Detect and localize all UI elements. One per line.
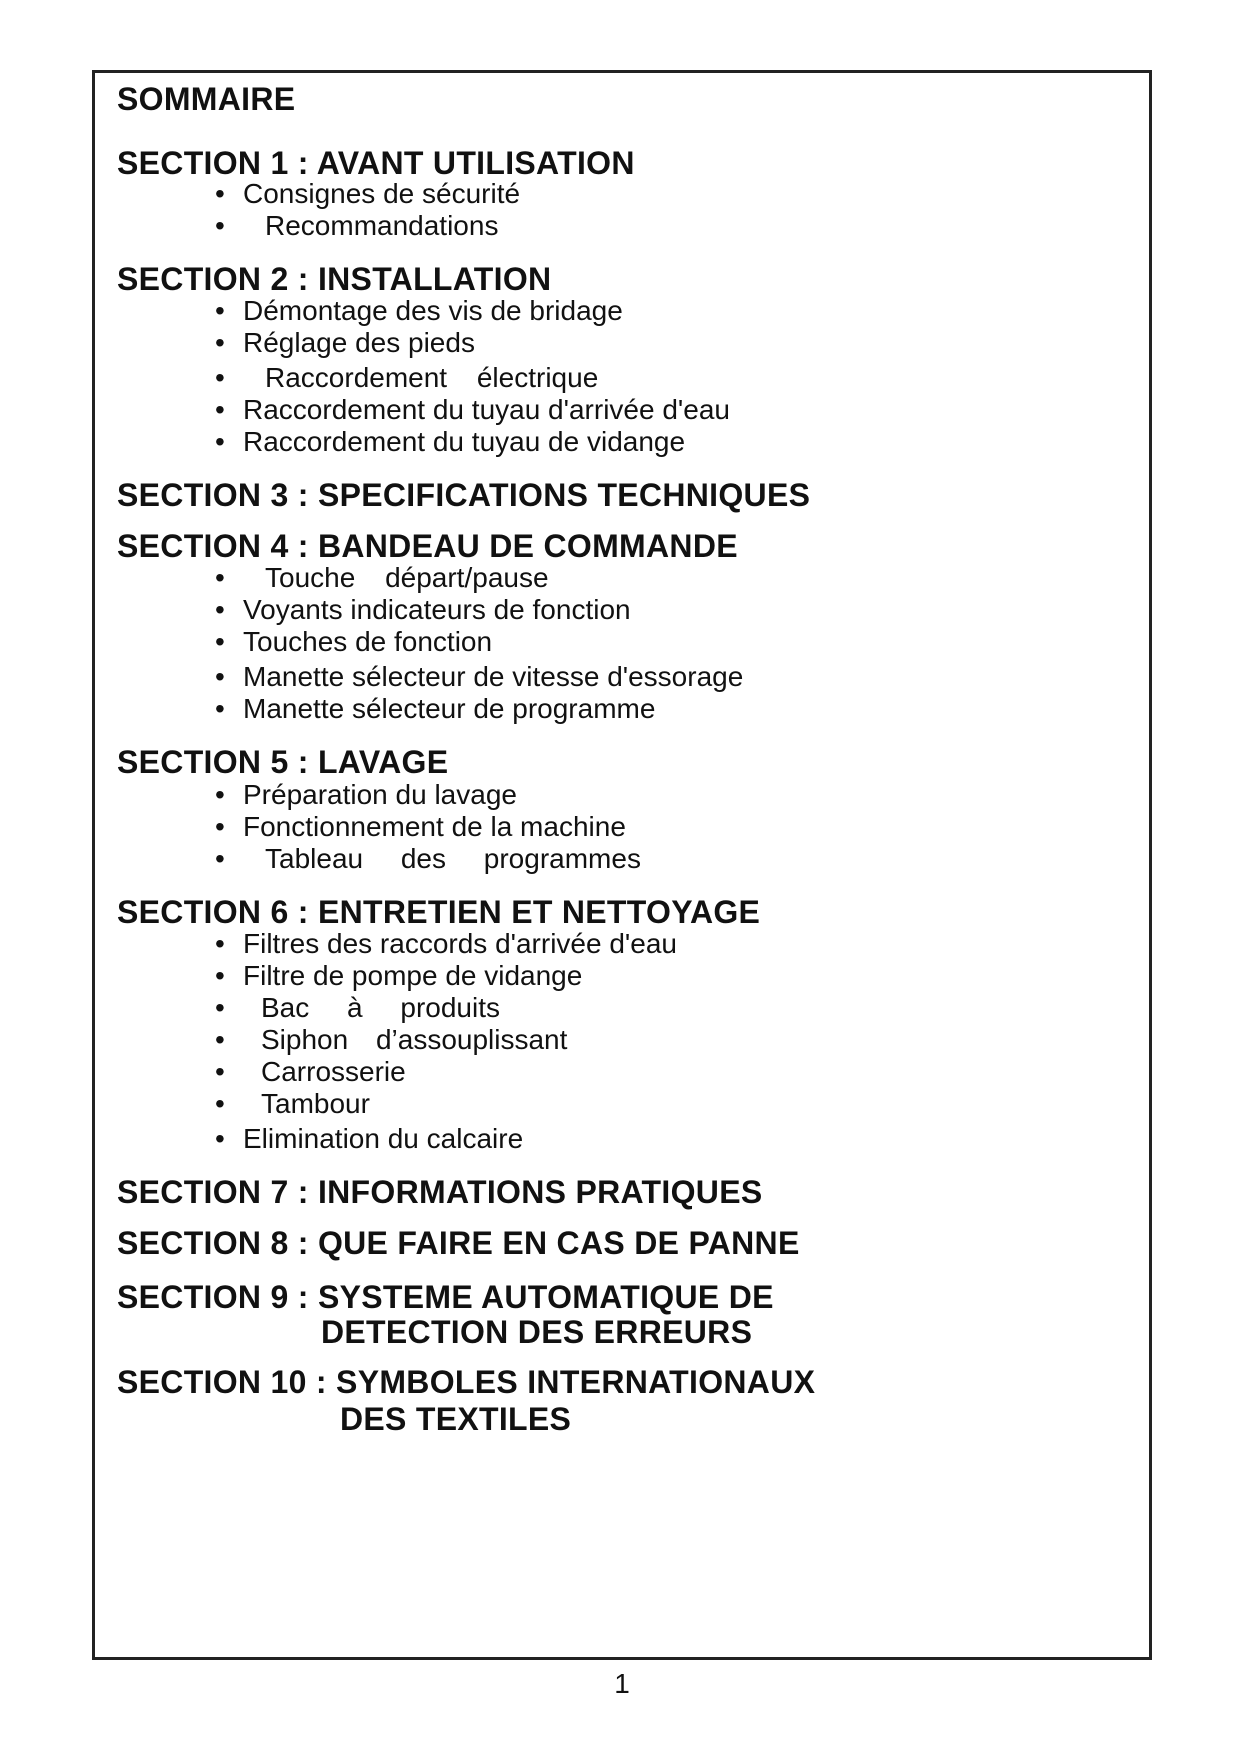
- bullet-icon: •: [215, 295, 225, 326]
- section-6-heading: SECTION 6 : ENTRETIEN ET NETTOYAGE: [117, 894, 761, 930]
- section-1-heading: SECTION 1 : AVANT UTILISATION: [117, 145, 635, 181]
- section-4-heading: SECTION 4 : BANDEAU DE COMMANDE: [117, 528, 738, 564]
- bullet-icon: •: [215, 394, 225, 425]
- bullet-icon: •: [215, 992, 225, 1023]
- section-2-heading: SECTION 2 : INSTALLATION: [117, 261, 552, 297]
- bullet-icon: •: [215, 327, 225, 358]
- bullet-icon: •: [215, 1056, 225, 1087]
- section-10-heading-continuation: DES TEXTILES: [340, 1401, 572, 1437]
- bullet-icon: •: [215, 960, 225, 991]
- page-number: 1: [614, 1668, 630, 1699]
- bullet-icon: •: [215, 928, 225, 959]
- bullet-icon: •: [215, 843, 225, 874]
- bullet-icon: •: [215, 693, 225, 724]
- bullet-icon: •: [215, 210, 225, 241]
- bullet-icon: •: [215, 1024, 225, 1055]
- section-3-heading: SECTION 3 : SPECIFICATIONS TECHNIQUES: [117, 477, 811, 513]
- page-title: SOMMAIRE: [117, 81, 296, 117]
- section-9-heading-continuation: DETECTION DES ERREURS: [321, 1314, 753, 1350]
- toc-frame: SOMMAIRE SECTION 1 : AVANT UTILISATION • Consignes de sécurité • Recommandations SECTION 2 : INSTALLATION • Démontage des vis de bridage • Réglage des pieds • Raccordement électrique • Raccordement du tuyau d'arrivée d'eau • Raccordement du tuyau de vidange SECTION 3 : SPECIFICATIONS TECHNIQUES SECTION 4 : BANDEAU DE COMMANDE • Touche départ/pause • Voyants indicateurs de fonction • Touches de fonction • Manette sélecteur de vitesse d'essorage • Manette sélecteur de programme SECTION 5 : LAVAGE • Préparation du lavage • Fonctionnement de la machine • Tableau des programmes SECTION 6 : ENTRETIEN ET NETTOYAGE • Filtres des raccords d'arrivée d'eau • Filtre de pompe de vidange • Bac à produits • Siphon d’assouplissant • Carrosserie • Tambour • Elimination du calcaire SECTION 7 : INFORMATIONS PRATIQUES SECTION 8 : QUE FAIRE EN CAS DE PANNE SECTION 9 : SYSTEME AUTOMATIQUE DE DETECTION DES ERREURS SECTION 10 : SYMBOLES INTERNATIONAUX DES TEXTILES: [92, 70, 1152, 1660]
- section-8-heading: SECTION 8 : QUE FAIRE EN CAS DE PANNE: [117, 1225, 800, 1261]
- section-7-heading: SECTION 7 : INFORMATIONS PRATIQUES: [117, 1174, 763, 1210]
- bullet-icon: •: [215, 1123, 225, 1154]
- section-10-heading: SECTION 10 : SYMBOLES INTERNATIONAUX: [117, 1364, 816, 1400]
- section-9-heading: SECTION 9 : SYSTEME AUTOMATIQUE DE: [117, 1279, 774, 1315]
- bullet-icon: •: [215, 178, 225, 209]
- section-5-heading: SECTION 5 : LAVAGE: [117, 744, 449, 780]
- bullet-icon: •: [215, 661, 225, 692]
- bullet-icon: •: [215, 362, 225, 393]
- bullet-icon: •: [215, 779, 225, 810]
- bullet-icon: •: [215, 594, 225, 625]
- bullet-icon: •: [215, 626, 225, 657]
- bullet-icon: •: [215, 811, 225, 842]
- bullet-icon: •: [215, 426, 225, 457]
- bullet-icon: •: [215, 1088, 225, 1119]
- bullet-icon: •: [215, 562, 225, 593]
